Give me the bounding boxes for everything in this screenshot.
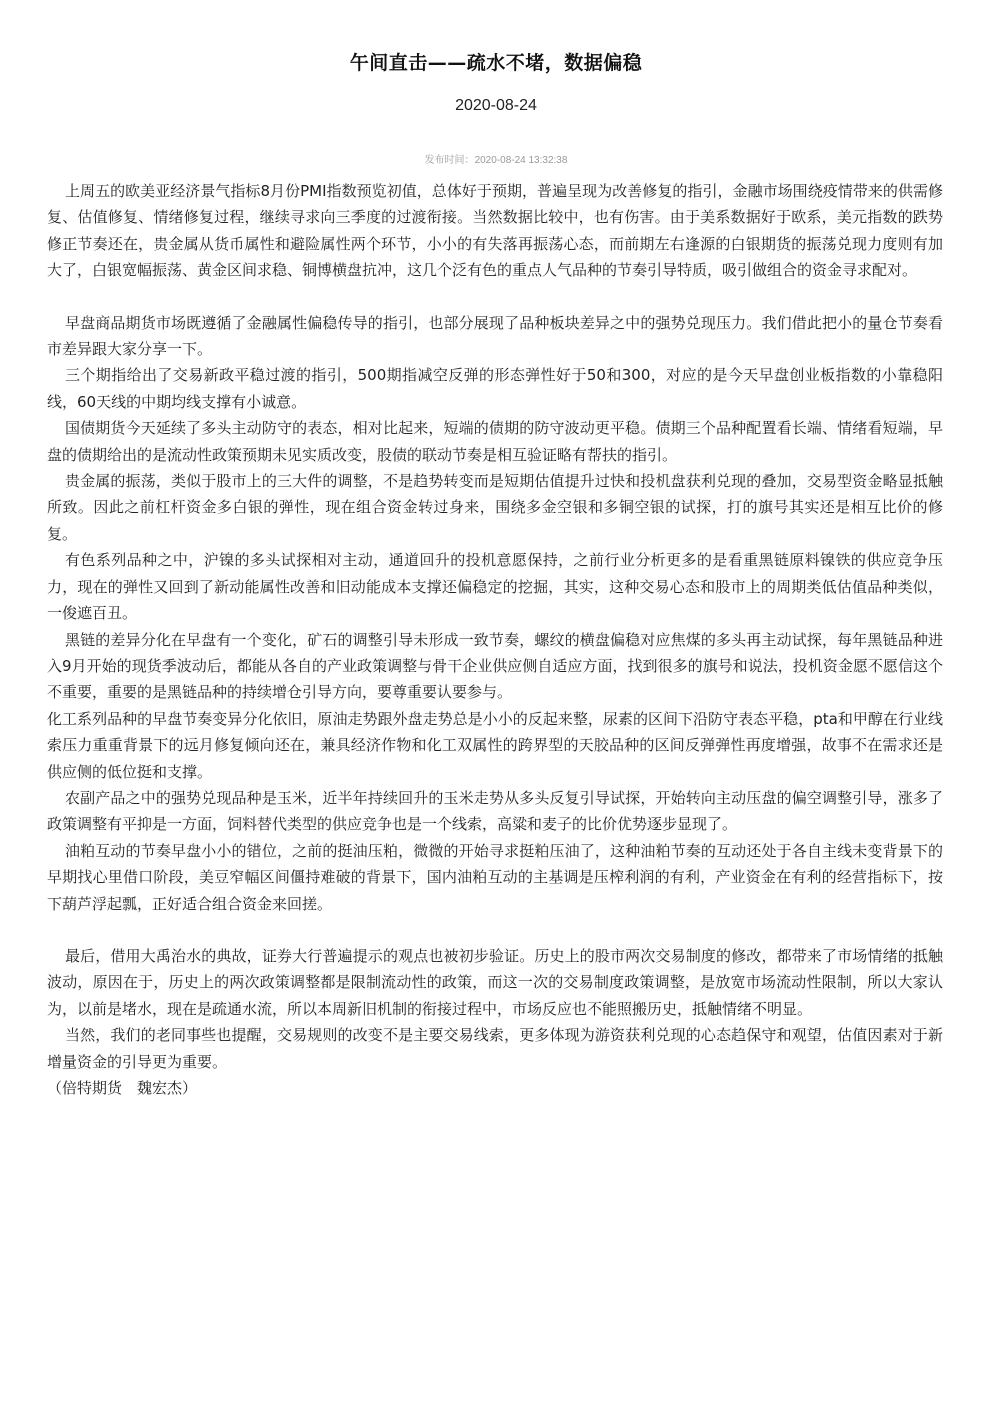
paragraph: 农副产品之中的强势兑现品种是玉米，近半年持续回升的玉米走势从多头反复引导试探，开始转向主动压盘的偏空调整引导，涨多了政策调整有平抑是一方面，饲料替代类型的供应竞争也是一个线索，高粱和麦子的比价优势逐步显现了。 [47,788,943,834]
paragraph: 贵金属的振荡，类似于股市上的三大件的调整，不是趋势转变而是短期估值提升过快和投机盘获利兑现的叠加，交易型资金略显抵触所致。因此之前杠杆资金多白银的弹性，现在组合资金转过身来，围绕多金空银和多铜空银的试探，打的旗号其实还是相互比价的修复。 [47,472,943,543]
paragraph: 当然，我们的老同事些也提醒，交易规则的改变不是主要交易线索，更多体现为游资获利兑现的心态趋保守和观望，估值因素对于新增量资金的引导更为重要。 [47,1026,943,1071]
paragraph-gap [47,284,943,310]
paragraph: 三个期指给出了交易新政平稳过渡的指引，500期指减空反弹的形态弹性好于50和300，对应的是今天早盘创业板指数的小靠稳阳线，60天线的中期均线支撑有小诚意。 [47,366,943,411]
publish-time-value: 2020-08-24 13:32:38 [474,155,568,166]
paragraph: 有色系列品种之中，沪镍的多头试探相对主动，通道回升的投机意愿保持，之前行业分析更多的是看重黑链原料镍铁的供应竞争压力，现在的弹性又回到了新动能属性改善和旧动能成本支撑还偏稳定的挖掘，其实，这种交易心态和股市上的周期类低估值品种类似，一俊遮百丑。 [47,551,943,623]
paragraph: 国债期货今天延续了多头主动防守的表态，相对比起来，短端的债期的防守波动更平稳。债期三个品种配置看长端、情绪看短端，早盘的债期给出的是流动性政策预期未见实质改变，股债的联动节奏是相互验证略有帮扶的指引。 [47,419,943,464]
publish-label: 发布时间： [424,155,475,166]
paragraph: 黑链的差异分化在早盘有一个变化，矿石的调整引导未形成一致节奏，螺纹的横盘偏稳对应焦煤的多头再主动试探，每年黑链品种进入9月开始的现货季波动后，都能从各自的产业政策调整与骨干企业供应侧自适应方面，找到很多的旗号和说法，投机资金愿不愿信这个不重要，重要的是黑链品种的持续增仓引导方向，要尊重要认要参与。 [47,630,943,702]
article-body [47,178,943,1101]
article-title: 午间直击——疏水不堵，数据偏稳 [349,52,643,74]
article-date: 2020-08-24 [455,97,537,114]
paragraph-gap [47,917,943,943]
publish-time [0,151,992,166]
paragraph: 早盘商品期货市场既遵循了金融属性偏稳传导的指引，也部分展现了品种板块差异之中的强势兑现压力。我们借此把小的量仓节奏看市差异跟大家分享一下。 [47,313,943,359]
paragraph: 油粕互动的节奏早盘小小的错位，之前的挺油压粕，微微的开始寻求挺粕压油了，这种油粕节奏的互动还处于各自主线未变背景下的早期找心里借口阶段，美豆窄幅区间僵持难破的背景下，国内油粕互动的主基调是压榨利润的有利，产业资金在有利的经营指标下，按下葫芦浮起瓢，正好适合组合资金来回搓。 [47,841,943,913]
paragraph: 上周五的欧美亚经济景气指标8月份PMI指数预览初值，总体好于预期，普遍呈现为改善修复的指引，金融市场围绕疫情带来的供需修复、估值修复、情绪修复过程，继续寻求向三季度的过渡衔接。当然数据比较中，也有伤害。由于美系数据好于欧系，美元指数的跌势修正节奏还在，贵金属从货币属性和避险属性两个环节，小小的有失落再振荡心态，而前期左右逢源的白银期货的振荡兑现力度则有加大了，白银宽幅振荡、黄金区间求稳、铜博横盘抗冲，这几个泛有色的重点人气品种的节奏引导特质，吸引做组合的资金寻求配对。 [47,182,943,280]
author-signature: （倍特期货 魏宏杰） [47,1079,198,1097]
paragraph: 化工系列品种的早盘节奏变异分化依旧，原油走势跟外盘走势总是小小的反起来整，尿素的区间下沿防守表态平稳，pta和甲醇在行业线索压力重重背景下的远月修复倾向还在，兼具经济作物和化工双属性的跨界型的天胶品种的区间反弹弹性再度增强，故事不在需求还是供应侧的低位挺和支撑。 [47,709,943,781]
paragraph: 最后，借用大禹治水的典故，证券大行普遍提示的观点也被初步验证。历史上的股市两次交易制度的修改，都带来了市场情绪的抵触波动，原因在于，历史上的两次政策调整都是限制流动性的政策，而这一次的交易制度政策调整，是放宽市场流动性限制，所以大家认为，以前是堵水，现在是疏通水流，所以本周新旧机制的衔接过程中，市场反应也不能照搬历史，抵触情绪不明显。 [47,946,943,1018]
